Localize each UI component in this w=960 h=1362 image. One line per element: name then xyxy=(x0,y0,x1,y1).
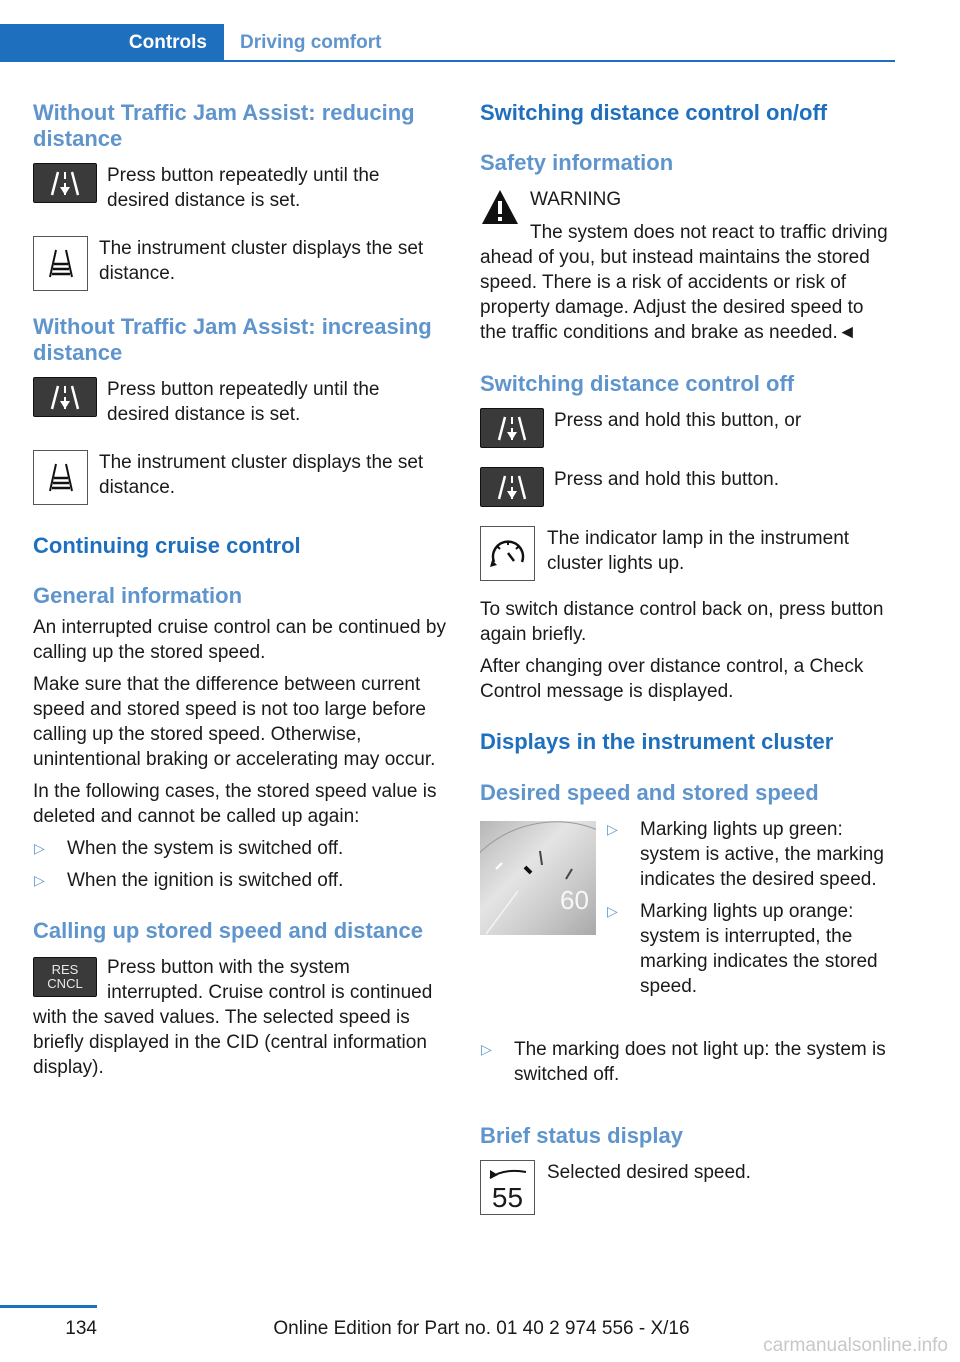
edition-footer: Online Edition for Part no. 01 40 2 974 556 - X/16 xyxy=(273,1318,690,1339)
heading-desired-stored-speed: Desired speed and stored speed xyxy=(480,780,819,805)
distance-reduce-button-icon xyxy=(33,163,97,203)
marking-off-list xyxy=(480,1037,895,1087)
heading-brief-status-display: Brief status display xyxy=(480,1123,683,1148)
general-para-2: Make sure that the difference between current speed and stored speed is not too large before calling up the stored speed. Otherwise, unintentional braking or accelerating may occur. xyxy=(33,674,436,770)
res-cncl-button-icon: RES CNCL xyxy=(33,957,97,997)
heading-increasing-distance: Without Traffic Jam Assist: increasing distance xyxy=(33,314,432,365)
general-para-1: An interrupted cruise control can be continued by calling up the stored speed. xyxy=(33,617,446,663)
increase-display-text: The instrument cluster displays the set distance. xyxy=(99,452,424,498)
heading-switching-off: Switching distance control off xyxy=(480,371,795,396)
calling-block xyxy=(33,955,447,1080)
speed-markings-block xyxy=(480,817,895,1057)
list-item: ▷ Marking lights up green: system is active, the marking indicates the desired speed. xyxy=(607,819,884,890)
heading-displays-instrument-cluster: Displays in the instrument cluster xyxy=(480,729,834,754)
heading-reducing-distance: Without Traffic Jam Assist: reducing distance xyxy=(33,100,415,151)
list-item: ▷ The marking does not light up: the system is switched off. xyxy=(481,1039,886,1085)
brief-status-row xyxy=(480,1160,895,1215)
heading-general-information: General information xyxy=(33,583,243,608)
page-number: 134 xyxy=(65,1318,97,1339)
cruise-control-lamp-icon xyxy=(480,526,535,581)
calling-text: Press button with the system interrupted. Cruise control is continued with the saved values. The selected speed is briefly displayed in the CID (central information display). xyxy=(33,957,433,1078)
warning-label: WARNING xyxy=(530,189,622,210)
off-text-2: Press and hold this button. xyxy=(554,469,779,490)
reduce-display-text: The instrument cluster displays the set distance. xyxy=(99,238,424,284)
heading-calling-up-stored-speed: Calling up stored speed and distance xyxy=(33,918,423,943)
reduce-press-text: Press button repeatedly until the desired distance is set. xyxy=(107,165,380,211)
list-item: ▷ Marking lights up orange: system is interrupted, the marking indicates the stored speed. xyxy=(607,901,878,997)
triangle-bullet-icon: ▷ xyxy=(34,872,45,888)
list-item: ▷ When the ignition is switched off. xyxy=(34,870,344,891)
reduce-display-row xyxy=(33,236,447,291)
increase-press-text: Press button repeatedly until the desired distance is set. xyxy=(107,379,380,425)
speedometer-number: 60 xyxy=(560,885,589,915)
heading-safety-information: Safety information xyxy=(480,150,674,175)
triangle-bullet-icon: ▷ xyxy=(34,840,45,856)
list-item: ▷ When the system is switched off. xyxy=(34,838,344,859)
warning-triangle-icon xyxy=(480,187,520,227)
warning-block xyxy=(480,187,895,345)
heading-continuing-cruise-control: Continuing cruise control xyxy=(33,533,301,558)
right-column xyxy=(480,100,895,1215)
deleted-cases-list xyxy=(33,836,447,893)
off-row-1 xyxy=(480,408,895,448)
heading-switching-distance-control: Switching distance control on/off xyxy=(480,100,828,125)
distance-increase-button-icon xyxy=(33,377,97,417)
left-column xyxy=(33,100,447,1080)
increase-display-row xyxy=(33,450,447,505)
off-text-1: Press and hold this button, or xyxy=(554,410,802,431)
lamp-text: The indicator lamp in the instrument cluster lights up. xyxy=(547,528,850,574)
watermark: carmanualsonline.info xyxy=(763,1335,948,1356)
distance-bars-icon xyxy=(33,236,88,291)
brief-status-text: Selected desired speed. xyxy=(547,1162,751,1183)
warning-text: The system does not react to traffic driving ahead of you, but instead maintains the stored speed. There is a risk of accidents or risk of property damage. Adjust the desired speed to the traffic conditions and brake as needed.◄ xyxy=(480,222,888,343)
triangle-bullet-icon: ▷ xyxy=(607,821,618,837)
speedometer-image xyxy=(480,821,596,935)
footer-rule xyxy=(0,1305,97,1308)
distance-bars-icon xyxy=(33,450,88,505)
after-changing-text: After changing over distance control, a Check Control message is displayed. xyxy=(480,656,864,702)
increase-press-row xyxy=(33,377,447,427)
distance-control-button-icon xyxy=(480,467,544,507)
back-on-text: To switch distance control back on, press button again briefly. xyxy=(480,599,884,645)
marking-list xyxy=(606,817,896,999)
off-row-2 xyxy=(480,467,895,507)
brief-status-icon: 55 xyxy=(480,1160,535,1215)
triangle-bullet-icon: ▷ xyxy=(481,1041,492,1057)
lamp-row xyxy=(480,526,895,581)
tab-driving-comfort[interactable]: Driving comfort xyxy=(240,32,382,53)
reduce-press-row xyxy=(33,163,447,213)
triangle-bullet-icon: ▷ xyxy=(607,903,618,919)
distance-control-button-icon xyxy=(480,408,544,448)
tab-controls[interactable]: Controls xyxy=(0,24,224,62)
general-para-3: In the following cases, the stored speed value is deleted and cannot be called up again: xyxy=(33,781,437,827)
section-tabbar xyxy=(0,24,895,62)
